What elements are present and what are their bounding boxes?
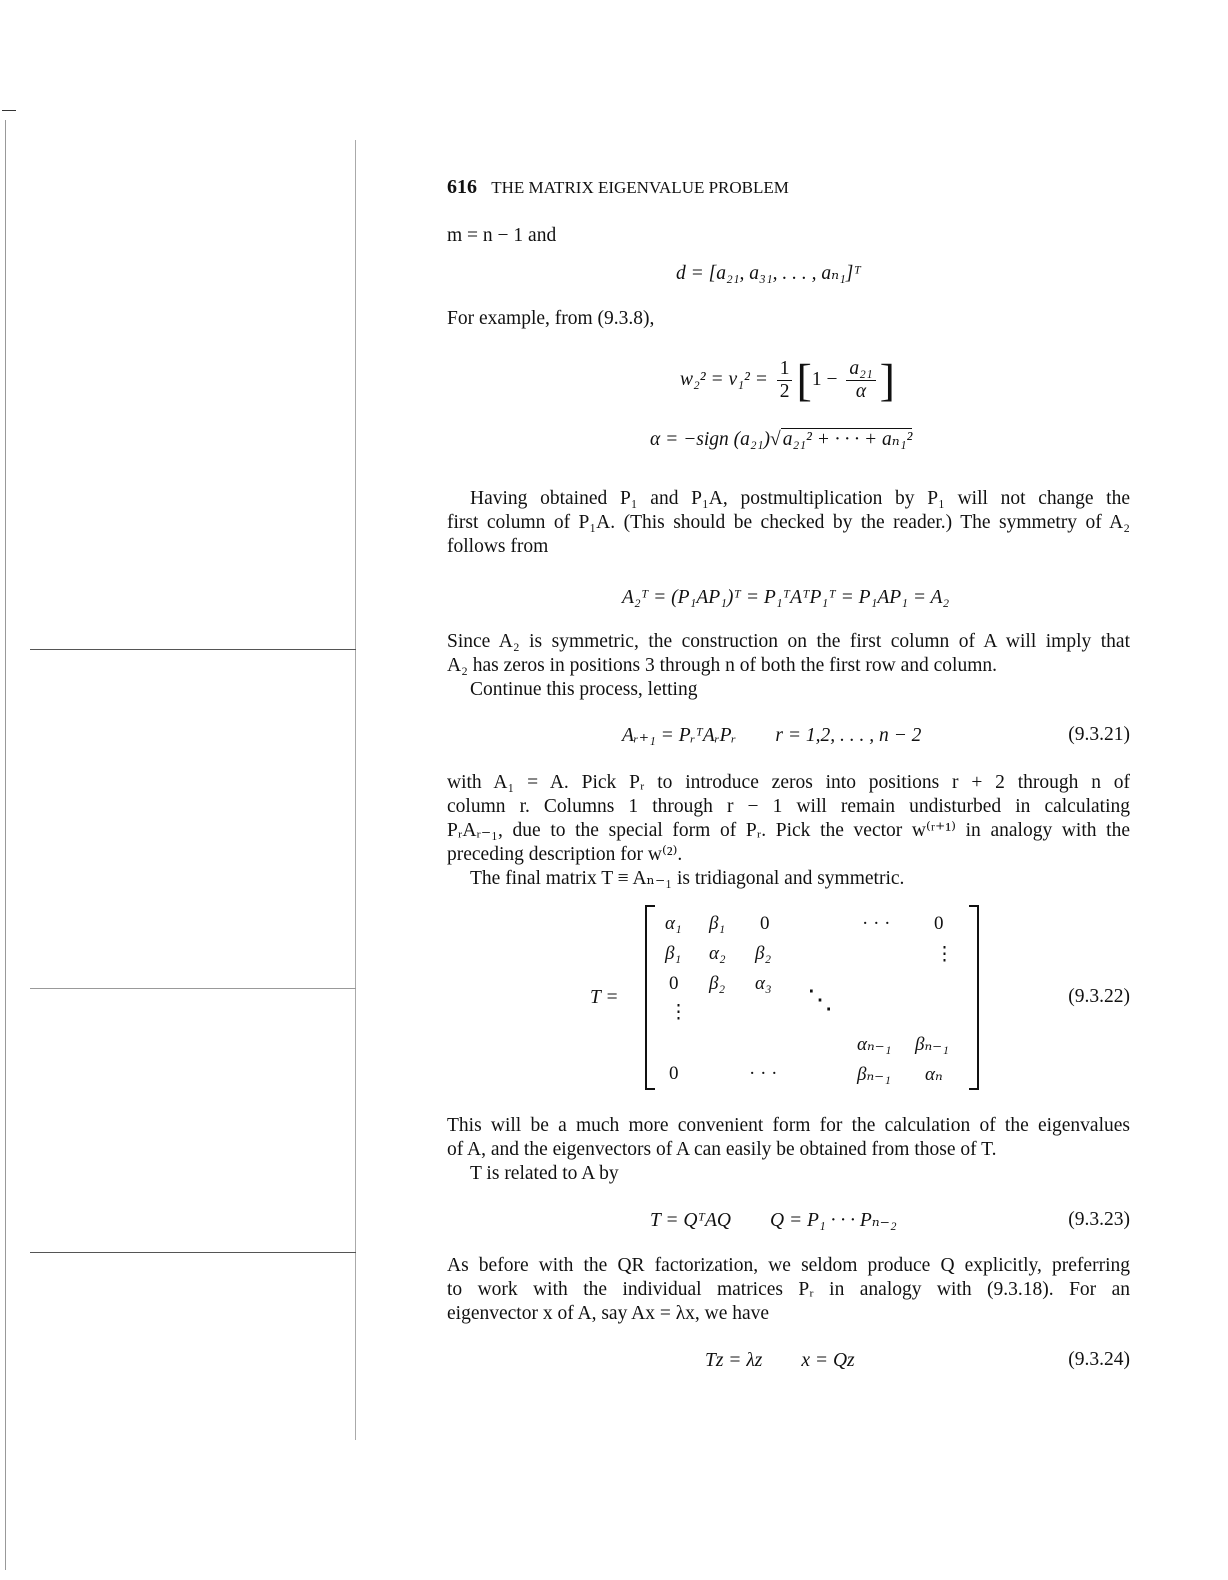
paragraph-line: with A₁ = A. Pick Pᵣ to introduce zeros into positions r + 2 through n of bbox=[447, 772, 1130, 793]
paragraph-line: Having obtained P₁ and P₁A, postmultiplication by P₁ will not change the bbox=[470, 488, 1130, 509]
a21-alpha-fraction bbox=[846, 358, 875, 403]
den: 2 bbox=[779, 381, 790, 403]
matrix-cell: ⋱ bbox=[807, 985, 833, 1014]
paragraph-line: This will be a much more convenient form for the calculation of the eigenvalues bbox=[447, 1115, 1130, 1136]
matrix-cell: · · · bbox=[749, 1063, 778, 1084]
equation-number: (9.3.21) bbox=[1068, 724, 1130, 745]
text-line: For example, from (9.3.8), bbox=[447, 308, 655, 329]
paragraph-line: As before with the QR factorization, we seldom produce Q explicitly, preferring bbox=[447, 1255, 1130, 1276]
matrix-cell: βₙ₋₁ bbox=[915, 1034, 949, 1055]
scan-rule bbox=[30, 988, 356, 989]
eq-alpha-radicand: a₂₁² + · · · + aₙ₁² bbox=[782, 429, 913, 450]
equation-q: T = QᵀAQ Q = P₁ · · · Pₙ₋₂ bbox=[650, 1210, 897, 1231]
equation-T-lhs: T = bbox=[590, 987, 619, 1008]
paragraph-line: T is related to A by bbox=[470, 1163, 619, 1184]
matrix-cell: β₂ bbox=[709, 973, 726, 994]
den: α bbox=[855, 381, 867, 403]
paragraph-line: follows from bbox=[447, 536, 549, 557]
running-header bbox=[447, 175, 789, 200]
equation-w bbox=[680, 352, 895, 409]
paragraph-line: to work with the individual matrices Pᵣ in analogy with (9.3.18). For an bbox=[447, 1279, 1130, 1300]
matrix-cell: 0 bbox=[760, 913, 770, 934]
matrix-cell: α₂ bbox=[709, 943, 726, 964]
running-title: THE MATRIX EIGENVALUE PROBLEM bbox=[491, 178, 789, 197]
matrix-cell: β₂ bbox=[755, 943, 772, 964]
scan-rule bbox=[30, 649, 356, 650]
matrix-cell: 0 bbox=[669, 973, 679, 994]
half-fraction bbox=[777, 358, 793, 403]
scan-rule bbox=[30, 1252, 356, 1253]
matrix-cell: αₙ bbox=[925, 1064, 943, 1085]
paragraph-line: The final matrix T ≡ Aₙ₋₁ is tridiagonal and symmetric. bbox=[470, 868, 905, 889]
matrix-cell: ⋮ bbox=[669, 1002, 688, 1023]
matrix-cell: βₙ₋₁ bbox=[857, 1064, 891, 1085]
equation-alpha bbox=[650, 428, 912, 452]
paragraph-line: PᵣAᵣ₋₁, due to the special form of Pᵣ. Pick the vector w⁽ʳ⁺¹⁾ in analogy with the bbox=[447, 820, 1130, 841]
matrix-cell: 0 bbox=[669, 1063, 679, 1084]
equation-ar: Aᵣ₊₁ = PᵣᵀAᵣPᵣ r = 1,2, . . . , n − 2 bbox=[622, 725, 922, 746]
equation-number: (9.3.24) bbox=[1068, 1349, 1130, 1370]
num: 1 bbox=[777, 358, 793, 381]
one-minus: 1 − bbox=[811, 369, 838, 390]
equation-a2: A₂ᵀ = (P₁AP₁)ᵀ = P₁ᵀAᵀP₁ᵀ = P₁AP₁ = A₂ bbox=[622, 587, 950, 608]
matrix-cell: α₃ bbox=[755, 973, 772, 994]
num: a₂₁ bbox=[846, 358, 875, 381]
paragraph-line: column r. Columns 1 through r − 1 will remain undisturbed in calculating bbox=[447, 796, 1130, 817]
matrix-cell: β₁ bbox=[665, 943, 682, 964]
page-number: 616 bbox=[447, 176, 477, 198]
paragraph-line: eigenvector x of A, say Ax = λx, we have bbox=[447, 1303, 770, 1324]
paragraph-line: Continue this process, letting bbox=[470, 679, 698, 700]
eq-w-lhs: w₂² = v₁² = bbox=[680, 369, 768, 390]
paragraph-line: preceding description for w⁽²⁾. bbox=[447, 844, 683, 865]
paragraph-line: A₂ has zeros in positions 3 through n of both the first row and column. bbox=[447, 655, 998, 676]
scan-border-left bbox=[5, 120, 6, 1570]
matrix-cell: ⋮ bbox=[935, 944, 954, 965]
eq-alpha-lhs: α = −sign (a₂₁)√ bbox=[650, 429, 781, 450]
bracket: [ bbox=[796, 354, 812, 406]
paragraph-line: Since A₂ is symmetric, the construction on the first column of A will imply that bbox=[447, 631, 1130, 652]
equation-d: d = [a₂₁, a₃₁, . . . , aₙ₁]ᵀ bbox=[676, 263, 861, 284]
equation-tz: Tz = λz x = Qz bbox=[705, 1350, 855, 1371]
matrix-cell: 0 bbox=[934, 913, 944, 934]
equation-number: (9.3.22) bbox=[1068, 986, 1130, 1007]
matrix-cell: αₙ₋₁ bbox=[857, 1034, 892, 1055]
scan-mark bbox=[2, 110, 16, 111]
paragraph-line: of A, and the eigenvectors of A can easily be obtained from those of T. bbox=[447, 1139, 997, 1160]
matrix-cell: · · · bbox=[862, 913, 891, 934]
equation-number: (9.3.23) bbox=[1068, 1209, 1130, 1230]
scan-border-right bbox=[355, 140, 356, 1440]
text-line: m = n − 1 and bbox=[447, 225, 557, 246]
bracket: ] bbox=[879, 354, 895, 406]
paragraph-line: first column of P₁A. (This should be checked by the reader.) The symmetry of A₂ bbox=[447, 512, 1130, 533]
matrix-cell: β₁ bbox=[709, 913, 726, 934]
tridiagonal-matrix bbox=[645, 905, 979, 1090]
matrix-cell: α₁ bbox=[665, 913, 682, 934]
